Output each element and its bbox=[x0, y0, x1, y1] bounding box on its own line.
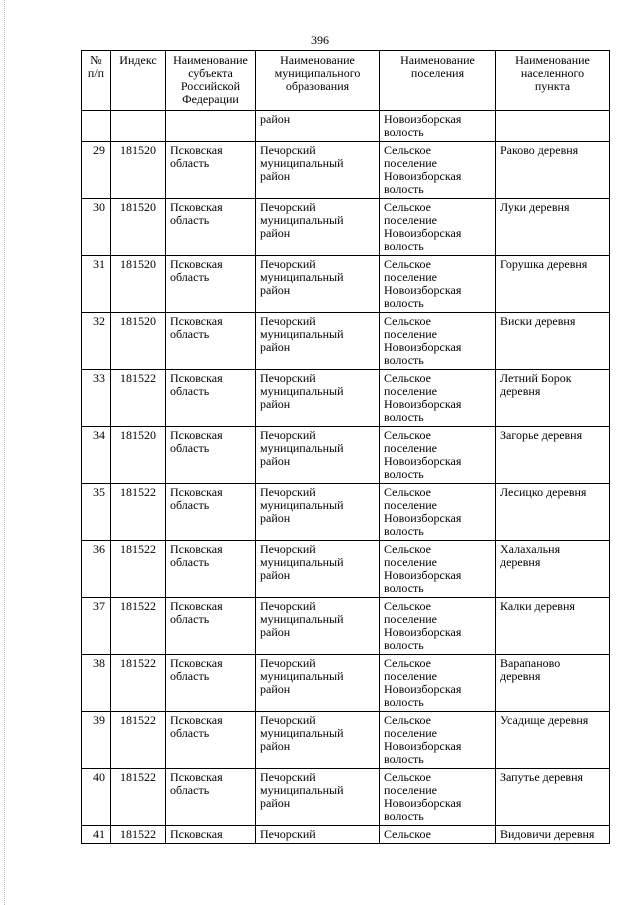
table-cell: Печорский bbox=[256, 826, 380, 844]
table-cell: 181520 bbox=[111, 313, 166, 370]
header-number: № п/п bbox=[82, 51, 111, 111]
table-cell: 37 bbox=[82, 598, 111, 655]
table-cell: Печорский муниципальный район bbox=[256, 655, 380, 712]
table-cell: 32 bbox=[82, 313, 111, 370]
table-row bbox=[82, 712, 610, 769]
continuation-row bbox=[82, 111, 610, 142]
table-cell: Калки деревня bbox=[496, 598, 610, 655]
table-cell: 40 bbox=[82, 769, 111, 826]
table-row bbox=[82, 769, 610, 826]
table-header-row bbox=[82, 51, 610, 111]
table-cell: 38 bbox=[82, 655, 111, 712]
table-cell: Псковская область bbox=[166, 199, 256, 256]
table-cell: Раково деревня bbox=[496, 142, 610, 199]
table-cell: Печорский муниципальный район bbox=[256, 142, 380, 199]
table-cell: Печорский муниципальный район bbox=[256, 541, 380, 598]
table-row bbox=[82, 655, 610, 712]
table-row bbox=[82, 427, 610, 484]
table-cell: 41 bbox=[82, 826, 111, 844]
table-cell: Усадище деревня bbox=[496, 712, 610, 769]
scan-edge bbox=[4, 0, 5, 905]
table-cell: Лесицко деревня bbox=[496, 484, 610, 541]
table-cell: 181522 bbox=[111, 541, 166, 598]
table-cell: Новоизборская волость bbox=[380, 111, 496, 142]
table-cell: 33 bbox=[82, 370, 111, 427]
table-cell: Печорский муниципальный район bbox=[256, 427, 380, 484]
table-cell bbox=[166, 111, 256, 142]
table-cell: Псковская область bbox=[166, 541, 256, 598]
table-cell: 30 bbox=[82, 199, 111, 256]
table-cell: 181520 bbox=[111, 427, 166, 484]
table-cell: Сельское поселение Новоизборская волость bbox=[380, 427, 496, 484]
table-cell: 181522 bbox=[111, 598, 166, 655]
table-cell: Сельское поселение Новоизборская волость bbox=[380, 199, 496, 256]
table-cell: Печорский муниципальный район bbox=[256, 199, 380, 256]
table-cell: 181522 bbox=[111, 370, 166, 427]
table-cell: 181520 bbox=[111, 142, 166, 199]
table-cell: 181522 bbox=[111, 484, 166, 541]
table-cell: 35 bbox=[82, 484, 111, 541]
table-cell: Луки деревня bbox=[496, 199, 610, 256]
header-subject: Наименование субъекта Российской Федерации bbox=[166, 51, 256, 111]
table-cell: Печорский муниципальный район bbox=[256, 313, 380, 370]
table-cell: 181522 bbox=[111, 826, 166, 844]
table-cell bbox=[111, 111, 166, 142]
table-cell: 31 bbox=[82, 256, 111, 313]
table-cell: Сельское поселение Новоизборская волость bbox=[380, 484, 496, 541]
table-cell: Сельское поселение Новоизборская волость bbox=[380, 769, 496, 826]
table-cell: Загорье деревня bbox=[496, 427, 610, 484]
table-cell: Псковская область bbox=[166, 370, 256, 427]
table-row bbox=[82, 313, 610, 370]
table-cell: Псковская область bbox=[166, 712, 256, 769]
table-cell: Сельское поселение Новоизборская волость bbox=[380, 655, 496, 712]
table-cell: Печорский муниципальный район bbox=[256, 370, 380, 427]
table-cell: Горушка деревня bbox=[496, 256, 610, 313]
settlements-table bbox=[81, 50, 610, 844]
table-cell: Сельское поселение Новоизборская волость bbox=[380, 256, 496, 313]
table-cell: 181522 bbox=[111, 712, 166, 769]
page-number: 396 bbox=[311, 33, 329, 47]
table-cell: Псковская область bbox=[166, 427, 256, 484]
table-cell: Псковская область bbox=[166, 598, 256, 655]
table-cell: Варапаново деревня bbox=[496, 655, 610, 712]
table-cell: Псковская область bbox=[166, 313, 256, 370]
table-cell: 39 bbox=[82, 712, 111, 769]
table-cell: Печорский муниципальный район bbox=[256, 598, 380, 655]
table-row bbox=[82, 484, 610, 541]
table-cell: 181522 bbox=[111, 769, 166, 826]
table-cell: Печорский муниципальный район bbox=[256, 712, 380, 769]
table-row bbox=[82, 826, 610, 844]
table-cell: Видовичи деревня bbox=[496, 826, 610, 844]
header-settlement: Наименование поселения bbox=[380, 51, 496, 111]
table-cell: Сельское поселение Новоизборская волость bbox=[380, 712, 496, 769]
table-cell: Сельское поселение Новоизборская волость bbox=[380, 541, 496, 598]
table-cell: Псковская область bbox=[166, 142, 256, 199]
header-index: Индекс bbox=[111, 51, 166, 111]
table-cell: Печорский муниципальный район bbox=[256, 769, 380, 826]
table-cell: 181520 bbox=[111, 256, 166, 313]
table-cell bbox=[496, 111, 610, 142]
table-row bbox=[82, 256, 610, 313]
table-cell: 29 bbox=[82, 142, 111, 199]
table-cell: Запутье деревня bbox=[496, 769, 610, 826]
table-cell: 181522 bbox=[111, 655, 166, 712]
header-locality: Наименование населенного пункта bbox=[496, 51, 610, 111]
table-row bbox=[82, 541, 610, 598]
table-cell: Псковская bbox=[166, 826, 256, 844]
table-row bbox=[82, 199, 610, 256]
table-cell: Псковская область bbox=[166, 769, 256, 826]
table-cell: Печорский муниципальный район bbox=[256, 256, 380, 313]
table-cell: 181520 bbox=[111, 199, 166, 256]
table-cell: Сельское поселение Новоизборская волость bbox=[380, 142, 496, 199]
table-cell: Сельское bbox=[380, 826, 496, 844]
header-municipality: Наименование муниципального образования bbox=[256, 51, 380, 111]
table-cell: Халахальня деревня bbox=[496, 541, 610, 598]
table-cell bbox=[82, 111, 111, 142]
table-cell: Псковская область bbox=[166, 484, 256, 541]
table-cell: район bbox=[256, 111, 380, 142]
table-cell: 36 bbox=[82, 541, 111, 598]
table-cell: Псковская область bbox=[166, 256, 256, 313]
table-cell: Сельское поселение Новоизборская волость bbox=[380, 598, 496, 655]
table-cell: Летний Борок деревня bbox=[496, 370, 610, 427]
table-row bbox=[82, 598, 610, 655]
table-row bbox=[82, 142, 610, 199]
table-row bbox=[82, 370, 610, 427]
table-cell: Псковская область bbox=[166, 655, 256, 712]
table-cell: 34 bbox=[82, 427, 111, 484]
table-cell: Виски деревня bbox=[496, 313, 610, 370]
table-cell: Сельское поселение Новоизборская волость bbox=[380, 313, 496, 370]
table-cell: Печорский муниципальный район bbox=[256, 484, 380, 541]
table-cell: Сельское поселение Новоизборская волость bbox=[380, 370, 496, 427]
